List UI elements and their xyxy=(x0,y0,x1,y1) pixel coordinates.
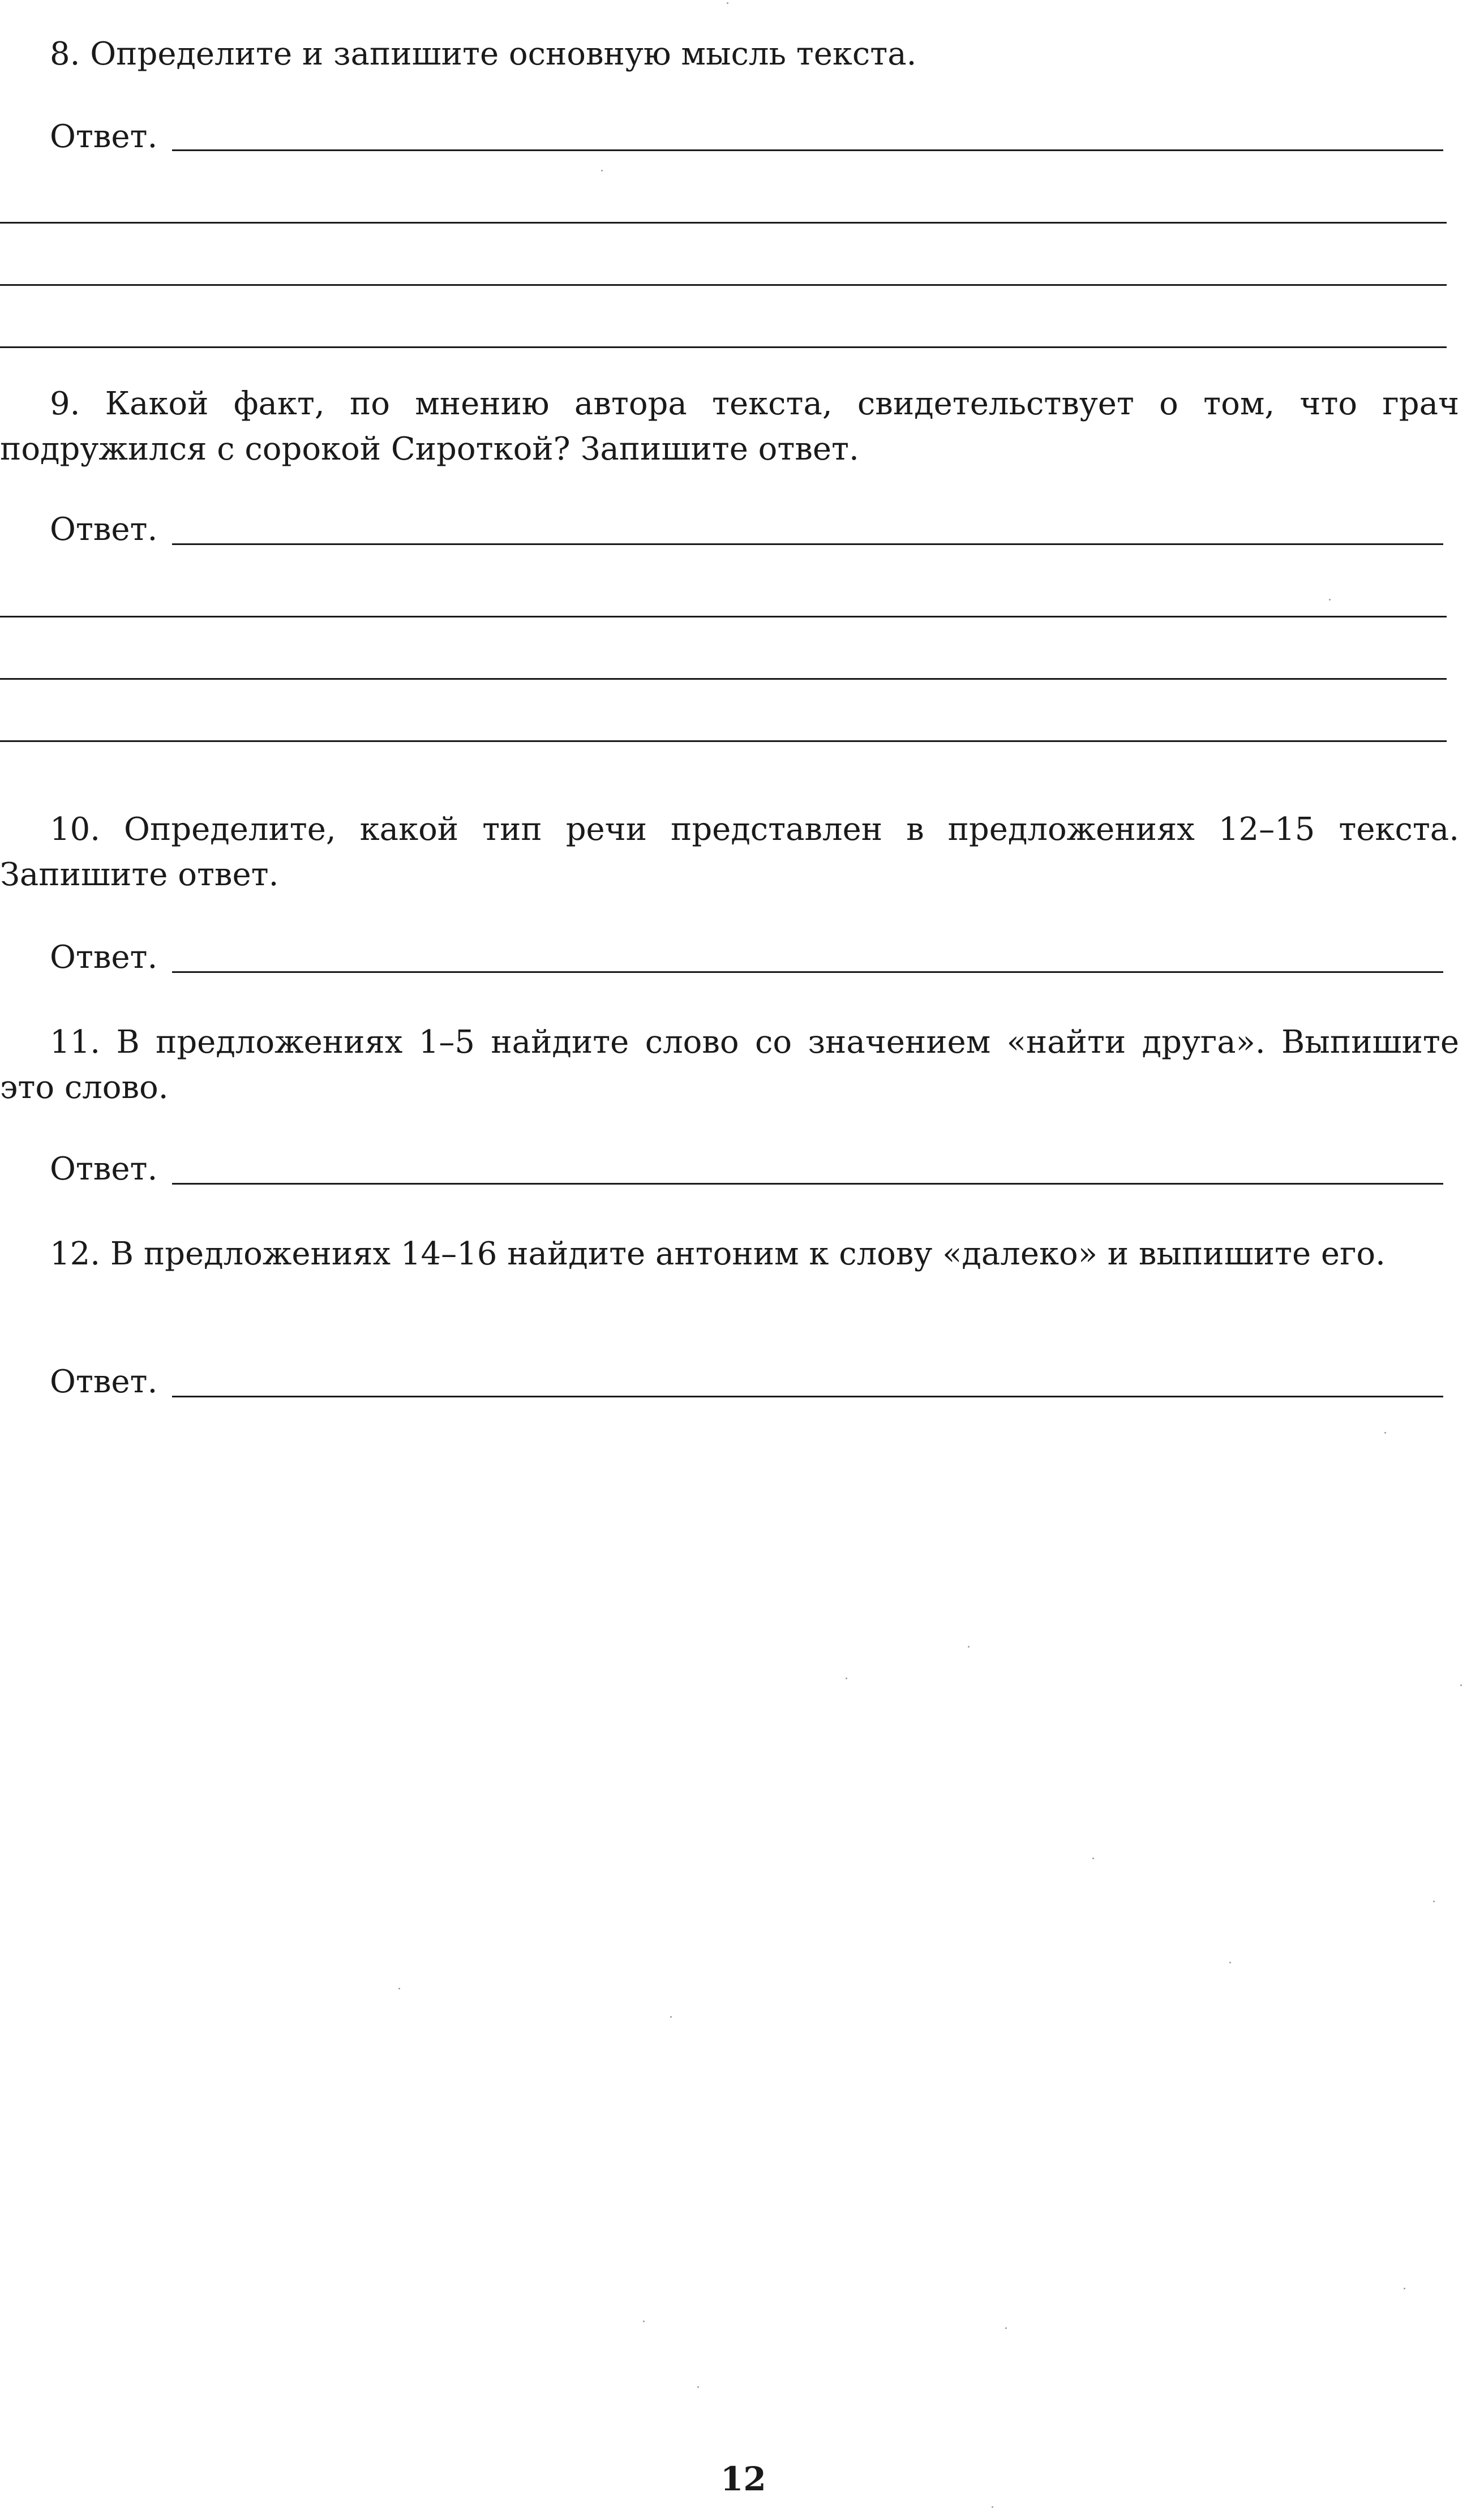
task-8-question: 8. Определите и запишите основную мысль текста. xyxy=(50,36,917,72)
scan-speck xyxy=(643,2321,645,2322)
scan-speck xyxy=(968,1646,970,1648)
task-8-answer-line-3[interactable] xyxy=(0,284,1447,286)
task-11-question: 11. В предложениях 1–5 найдите слово со значением «найти друга». Выпишите это слово. xyxy=(0,1024,1459,1106)
scan-speck xyxy=(1005,2327,1007,2329)
task-9-answer-line-3[interactable] xyxy=(0,678,1447,680)
scan-speck xyxy=(1404,2288,1405,2289)
task-12-question: 12. В предложениях 14–16 найдите антоним к слову «далеко» и выпишите его. xyxy=(50,1236,1386,1272)
task-9-question: 9. Какой факт, по мнению автора текста, свидетельствует о том, что грач подружился с сорокой Сироткой? Запишите ответ. xyxy=(0,385,1459,468)
scan-speck xyxy=(398,1988,400,1989)
task-9-answer-label: Ответ. xyxy=(50,511,158,548)
task-9-answer-line[interactable] xyxy=(172,543,1443,545)
scan-speck xyxy=(1229,1962,1231,1963)
scan-speck xyxy=(727,2,728,4)
scan-speck xyxy=(992,2506,993,2508)
task-12-answer-line[interactable] xyxy=(172,1396,1443,1397)
scan-speck xyxy=(1092,1858,1094,1859)
scan-speck xyxy=(1329,599,1331,601)
task-8-answer-line[interactable] xyxy=(172,149,1443,151)
task-8-answer-label: Ответ. xyxy=(50,118,158,155)
scan-speck xyxy=(601,170,603,171)
page-number: 12 xyxy=(720,2460,766,2498)
task-11-answer-line[interactable] xyxy=(172,1183,1443,1185)
task-8-answer-line-4[interactable] xyxy=(0,346,1447,348)
scan-speck xyxy=(697,2386,699,2388)
scan-speck xyxy=(1460,1684,1462,1686)
scan-speck xyxy=(1384,1432,1386,1434)
task-10-answer-label: Ответ. xyxy=(50,939,158,976)
task-9-answer-line-2[interactable] xyxy=(0,616,1447,617)
task-8-answer-line-2[interactable] xyxy=(0,222,1447,224)
task-11-answer-label: Ответ. xyxy=(50,1151,158,1187)
scan-speck xyxy=(670,2016,672,2018)
task-9-answer-line-4[interactable] xyxy=(0,740,1447,742)
scan-speck xyxy=(1433,1901,1435,1902)
task-12-answer-label: Ответ. xyxy=(50,1363,158,1400)
task-10-question: 10. Определите, какой тип речи представлен в предложениях 12–15 текста. Запишите ответ. xyxy=(0,811,1459,893)
task-10-answer-line[interactable] xyxy=(172,971,1443,973)
scan-speck xyxy=(846,1678,847,1679)
